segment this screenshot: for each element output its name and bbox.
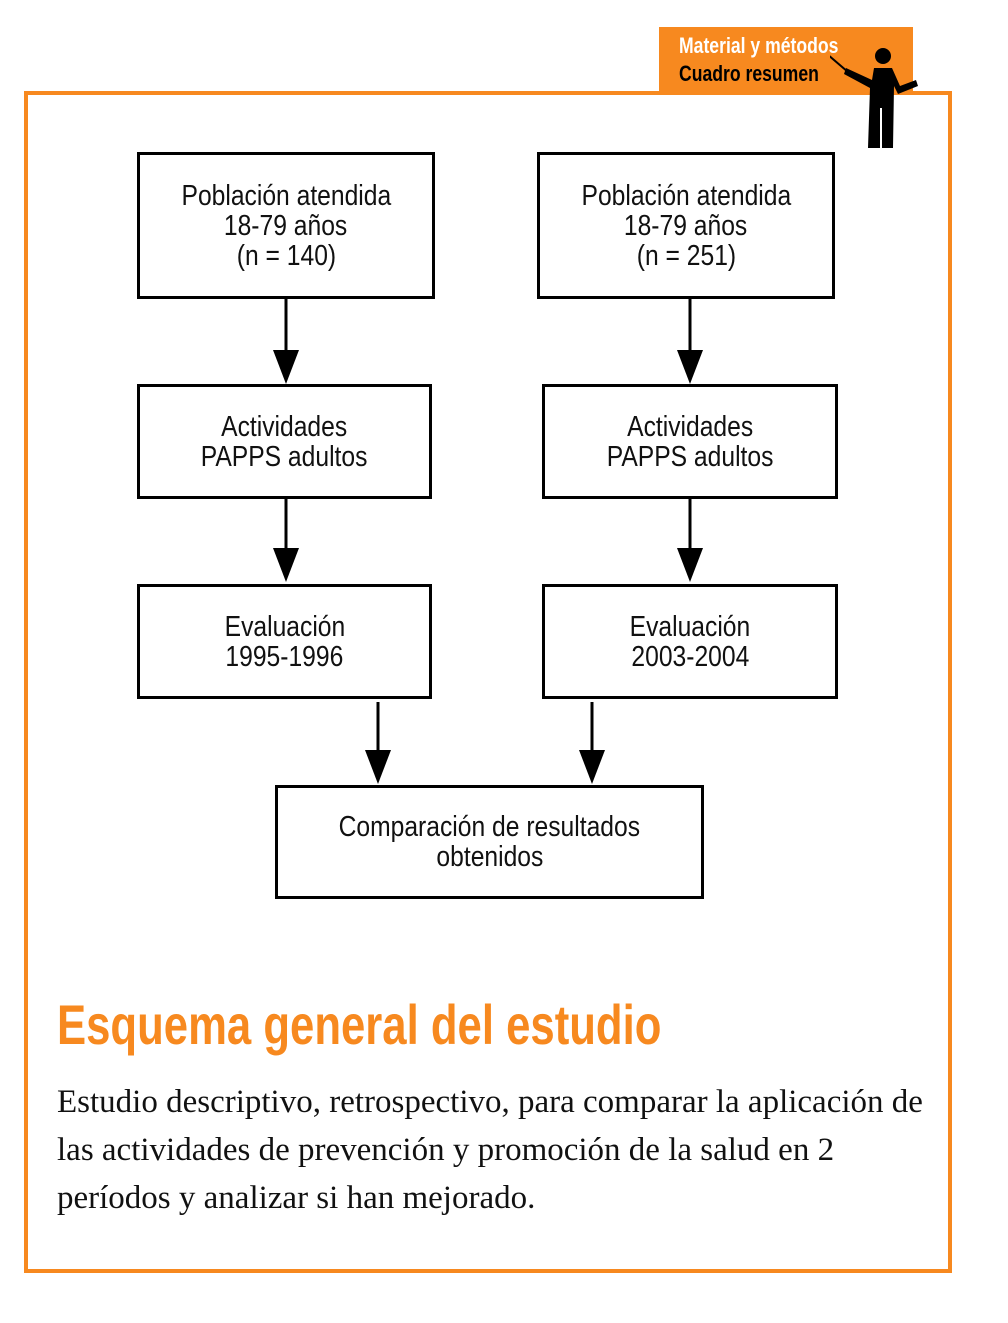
comparison-box bbox=[275, 785, 704, 899]
left-activities-box bbox=[137, 384, 432, 499]
presenter-icon bbox=[830, 40, 930, 155]
box-text: 18-79 años bbox=[224, 209, 348, 242]
box-text: 1995-1996 bbox=[225, 640, 344, 673]
box-text: (n = 140) bbox=[236, 239, 336, 272]
box-text: Evaluación bbox=[629, 610, 751, 643]
right-population-box bbox=[537, 152, 835, 299]
box-text: 2003-2004 bbox=[631, 640, 749, 673]
box-text: obtenidos bbox=[436, 841, 543, 873]
box-text: Comparación de resultados bbox=[338, 811, 641, 843]
box-text: Evaluación bbox=[224, 610, 345, 643]
badge-subtitle: Cuadro resumen bbox=[679, 61, 819, 86]
right-activities-box bbox=[542, 384, 838, 499]
left-evaluation-box bbox=[137, 584, 432, 699]
diagram-title: Esquema general del estudio bbox=[57, 993, 662, 1056]
study-description: Estudio descriptivo, retrospectivo, para comparar la aplicación de las actividades de prevención y promoción de la salud en 2 períodos y analizar si han mejorado. bbox=[57, 1084, 923, 1216]
box-text: PAPPS adultos bbox=[606, 440, 774, 473]
left-population-box bbox=[137, 152, 435, 299]
badge-section: Material y métodos bbox=[679, 33, 839, 58]
box-text: 18-79 años bbox=[624, 209, 748, 242]
box-text: Actividades bbox=[221, 410, 348, 443]
right-evaluation-box bbox=[542, 584, 838, 699]
box-text: PAPPS adultos bbox=[201, 440, 368, 473]
box-text: Población atendida bbox=[581, 179, 791, 212]
box-text: (n = 251) bbox=[636, 239, 736, 272]
box-text: Población atendida bbox=[181, 179, 391, 212]
box-text: Actividades bbox=[626, 410, 754, 443]
